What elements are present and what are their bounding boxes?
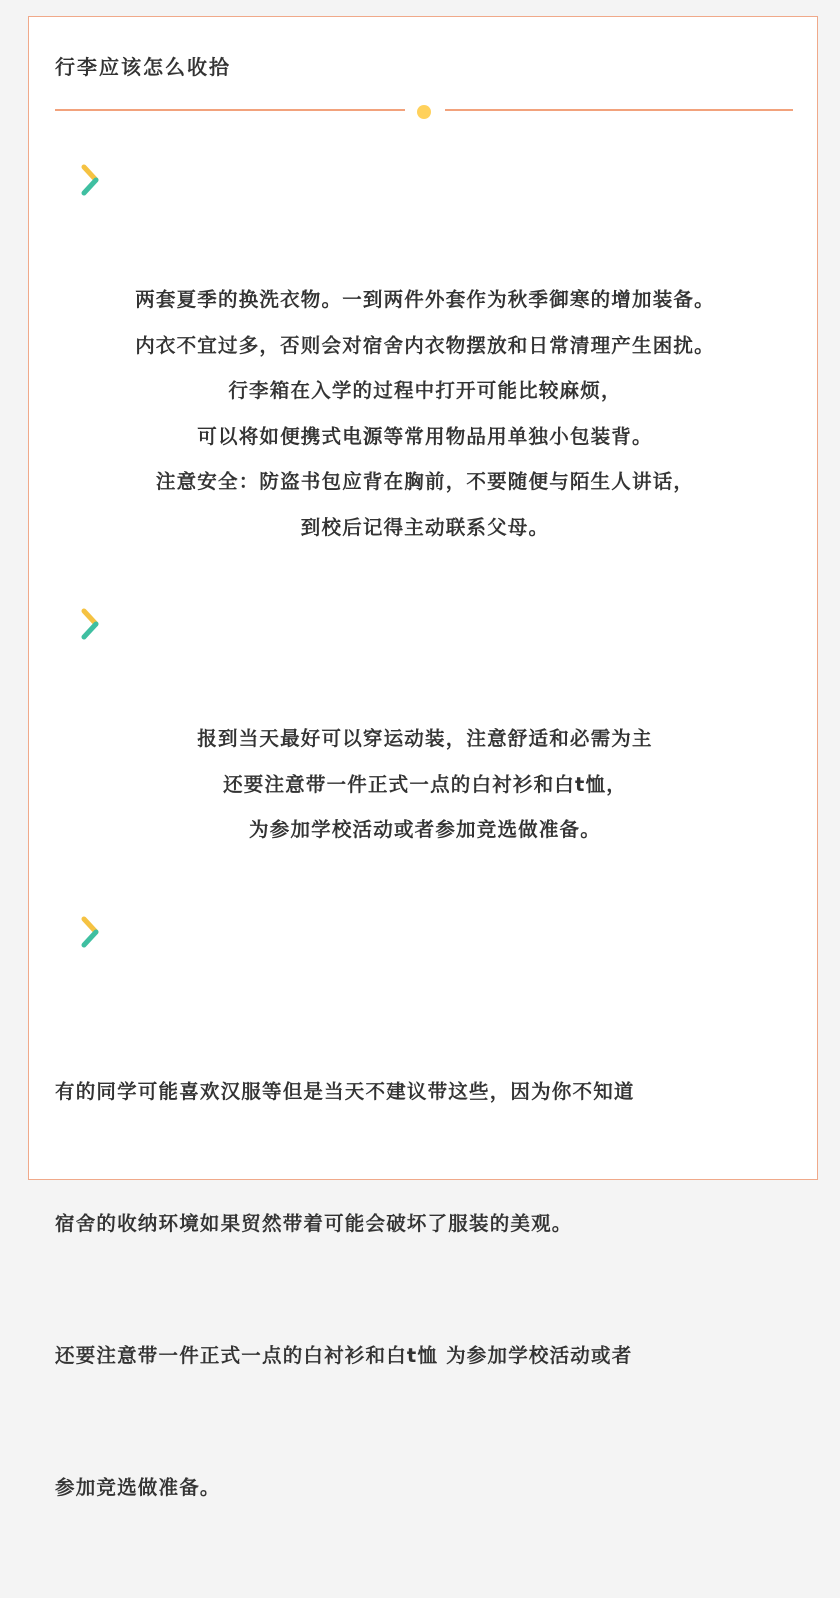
article-card (28, 16, 818, 1499)
text-line: 参加竞选做准备。 (55, 1476, 221, 1499)
section-3-text (55, 982, 795, 1598)
chevron-right-icon (79, 163, 105, 199)
text-line: 行李箱在入学的过程中打开可能比较麻烦， (228, 379, 622, 402)
text-line: 宿舍的收纳环境如果贸然带着可能会破坏了服装的美观。 (55, 1212, 573, 1235)
text-line: 可以将如便携式电源等常用物品用单独小包装背。 (197, 424, 653, 448)
text-line: 为参加学校活动或者参加竞选做准备。 (249, 818, 601, 841)
text-line: 内衣不宜过多，否则会对宿舍内衣物摆放和日常清理产生困扰。 (135, 333, 715, 357)
section-title: 行李应该怎么收拾 (55, 55, 231, 79)
text-line: 到校后记得主动联系父母。 (300, 515, 550, 539)
divider-dot (417, 105, 431, 119)
text-line: 报到当天最好可以穿运动装，注意舒适和必需为主 (197, 727, 653, 750)
text-line: 还要注意带一件正式一点的白衬衫和白t恤 为参加学校活动或者 (55, 1344, 633, 1367)
text-line: 有的同学可能喜欢汉服等但是当天不建议带这些，因为你不知道 (55, 1080, 635, 1103)
chevron-right-icon (79, 915, 105, 951)
text-line: 还要注意带一件正式一点的白衬衫和白t恤， (223, 772, 627, 796)
text-line: 注意安全：防盗书包应背在胸前，不要随便与陌生人讲话， (155, 470, 695, 493)
text-line: 两套夏季的换洗衣物。一到两件外套作为秋季御寒的增加装备。 (135, 288, 715, 311)
chevron-right-icon (79, 607, 105, 643)
section-2-text (55, 716, 795, 853)
divider-left (55, 109, 405, 111)
section-1-text (55, 277, 795, 550)
divider-right (445, 109, 793, 111)
